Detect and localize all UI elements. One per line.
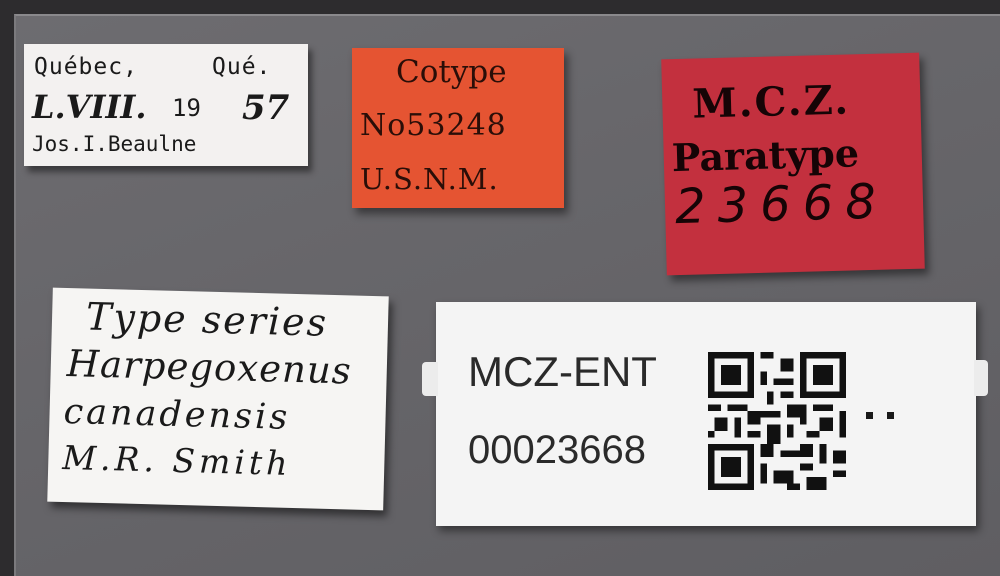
collector-name: Jos.I.Beaulne xyxy=(32,132,197,156)
paratype-number: 23668 xyxy=(674,173,889,236)
cotype-institution: U.S.N.M. xyxy=(360,162,499,196)
paratype-type: Paratype xyxy=(671,130,860,181)
locality-city: Québec, xyxy=(34,54,138,80)
barcode-label xyxy=(436,302,976,526)
cotype-label xyxy=(352,48,564,208)
paratype-institution: M.C.Z. xyxy=(691,76,851,128)
catalog-number: 00023668 xyxy=(468,428,646,472)
locality-province: Qué. xyxy=(212,54,272,80)
label-dots xyxy=(866,406,908,424)
species-name: canadensis xyxy=(63,391,291,438)
qr-code-icon xyxy=(708,352,846,490)
label-tab-right xyxy=(974,360,988,396)
paratype-label xyxy=(661,53,925,276)
collection-code: MCZ-ENT xyxy=(468,348,657,395)
label-tab-left xyxy=(422,362,438,396)
cotype-number: No53248 xyxy=(360,108,507,143)
type-series-label xyxy=(47,288,388,511)
locality-label xyxy=(24,44,308,166)
author-name: M.R. Smith xyxy=(61,437,292,483)
collection-date: L.VIII. xyxy=(32,88,147,126)
cotype-title: Cotype xyxy=(396,54,507,90)
type-series-line: Type series xyxy=(85,294,329,345)
genus-name: Harpegoxenus xyxy=(66,342,353,393)
year-handwritten: 57 xyxy=(242,88,290,128)
year-printed: 19 xyxy=(172,94,201,122)
